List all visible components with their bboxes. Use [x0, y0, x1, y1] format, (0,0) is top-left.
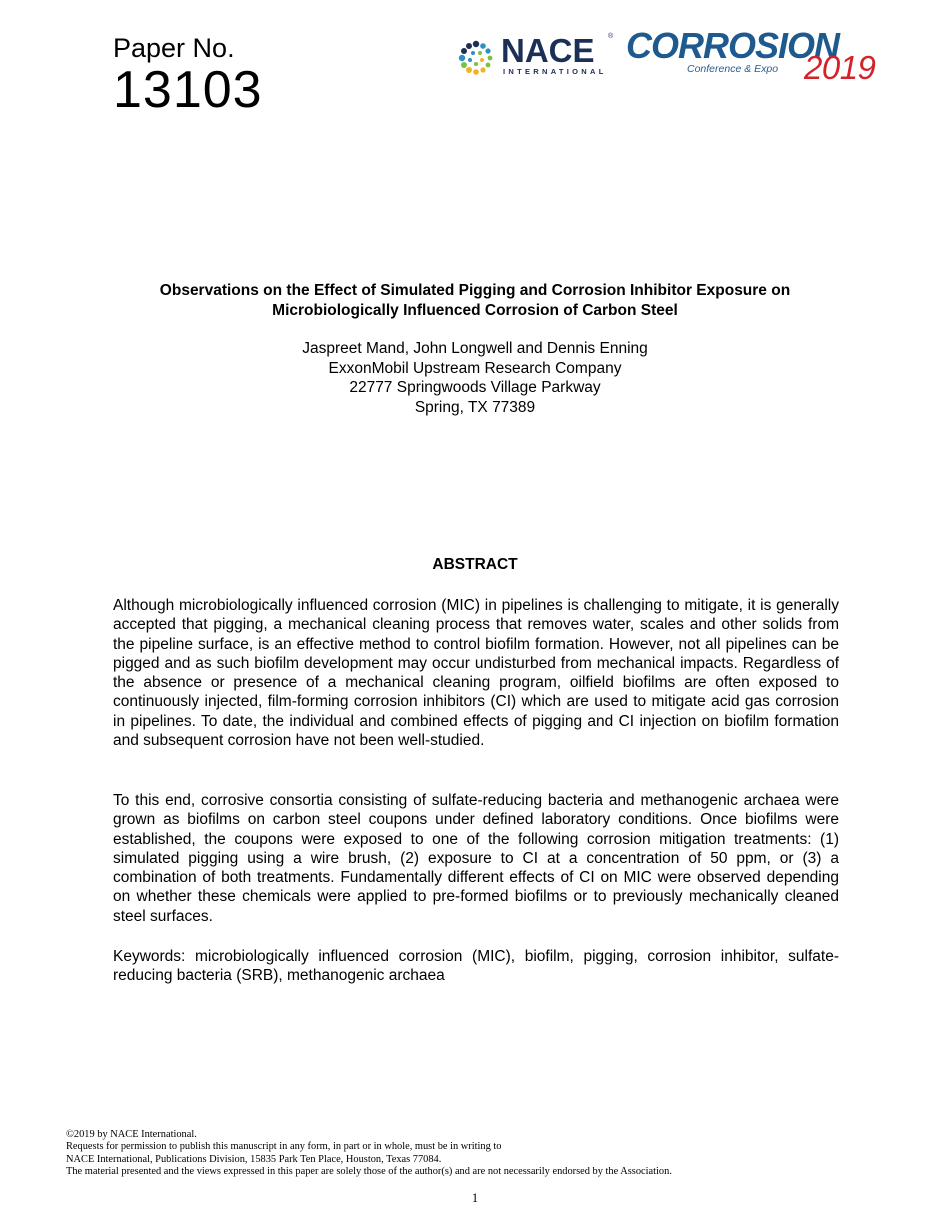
corrosion-wordmark: CORROSION [626, 25, 840, 66]
page-number: 1 [471, 1191, 479, 1205]
title-line-1: Observations on the Effect of Simulated Pigging and Corrosion Inhibitor Exposure on [159, 282, 791, 299]
paper-title [100, 281, 850, 321]
paper-label: Paper No. [113, 33, 235, 63]
copyright-footer [66, 1129, 886, 1178]
abstract-paragraph-1: Although microbiologically influenced corrosion (MIC) in pipelines is challenging to mitigate, it is generally accepted that pigging, a mechanical cleaning process that removes water, scales and other solids from the pipeline surface, is an effective method to control biofilm formation. However, not all pipelines can be pigged and as such biofilm development may occur undisturbed from mechanical impacts. Regardless of the absence or presence of a mechanical cleaning program, oilfield biofilms are often exposed to continuously injected, film-forming corrosion inhibitors (CI) which are used to mitigate acid gas corrosion in pipelines. To date, the individual and combined effects of pigging and CI injection on biofilm formation and subsequent corrosion have not been well-studied. [113, 597, 839, 750]
globe-dots-icon [454, 36, 498, 80]
conference-tagline: Conference & Expo [687, 63, 779, 75]
author-block [100, 339, 850, 417]
keywords: Keywords: microbiologically influenced corrosion (MIC), biofilm, pigging, corrosion inhibitor, sulfate-reducing bacteria (SRB), methanogenic archaea [113, 948, 839, 985]
footer-copyright: ©2019 by NACE International. [66, 1129, 197, 1140]
footer-line-4: The material presented and the views expressed in this paper are solely those of the author(s) and are not necessarily endorsed by the Association. [66, 1165, 672, 1177]
nace-logo [454, 32, 616, 80]
conference-year: 2019 [804, 49, 876, 86]
abstract-heading: ABSTRACT [432, 556, 518, 573]
abstract-paragraph-2: To this end, corrosive consortia consisting of sulfate-reducing bacteria and methanogenic archaea were grown as biofilms on carbon steel coupons under defined laboratory conditions. Once biofilms were established, the coupons were exposed to one of the following corrosion mitigation treatments: (1) simulated pigging using a wire brush, (2) exposure to CI at a concentration of 50 ppm, or (3) a combination of both treatments. Fundamentally different effects of CI on MIC were observed depending on whether these chemicals were applied to pre-formed biofilms or to previously mechanically cleaned steel surfaces. [113, 792, 839, 925]
paper-number: 13103 [113, 61, 263, 119]
registered-mark: ® [608, 33, 614, 40]
footer-line-3: NACE International, Publications Division, 15835 Park Ten Place, Houston, Texas 77084. [66, 1153, 442, 1165]
author-street: 22777 Springwoods Village Parkway [349, 379, 601, 396]
author-affiliation: ExxonMobil Upstream Research Company [328, 359, 622, 377]
author-names: Jaspreet Mand, John Longwell and Dennis Enning [302, 340, 648, 357]
nace-subtitle: INTERNATIONAL [503, 67, 607, 76]
paper-number-block [113, 33, 263, 117]
author-city: Spring, TX 77389 [414, 398, 536, 416]
nace-name: NACE [501, 32, 595, 69]
title-line-2: Microbiologically Influenced Corrosion of Carbon Steel [272, 302, 678, 319]
footer-line-2: Requests for permission to publish this manuscript in any form, in part or in whole, must be in writing to [66, 1141, 502, 1153]
corrosion-conference-logo [626, 25, 882, 86]
